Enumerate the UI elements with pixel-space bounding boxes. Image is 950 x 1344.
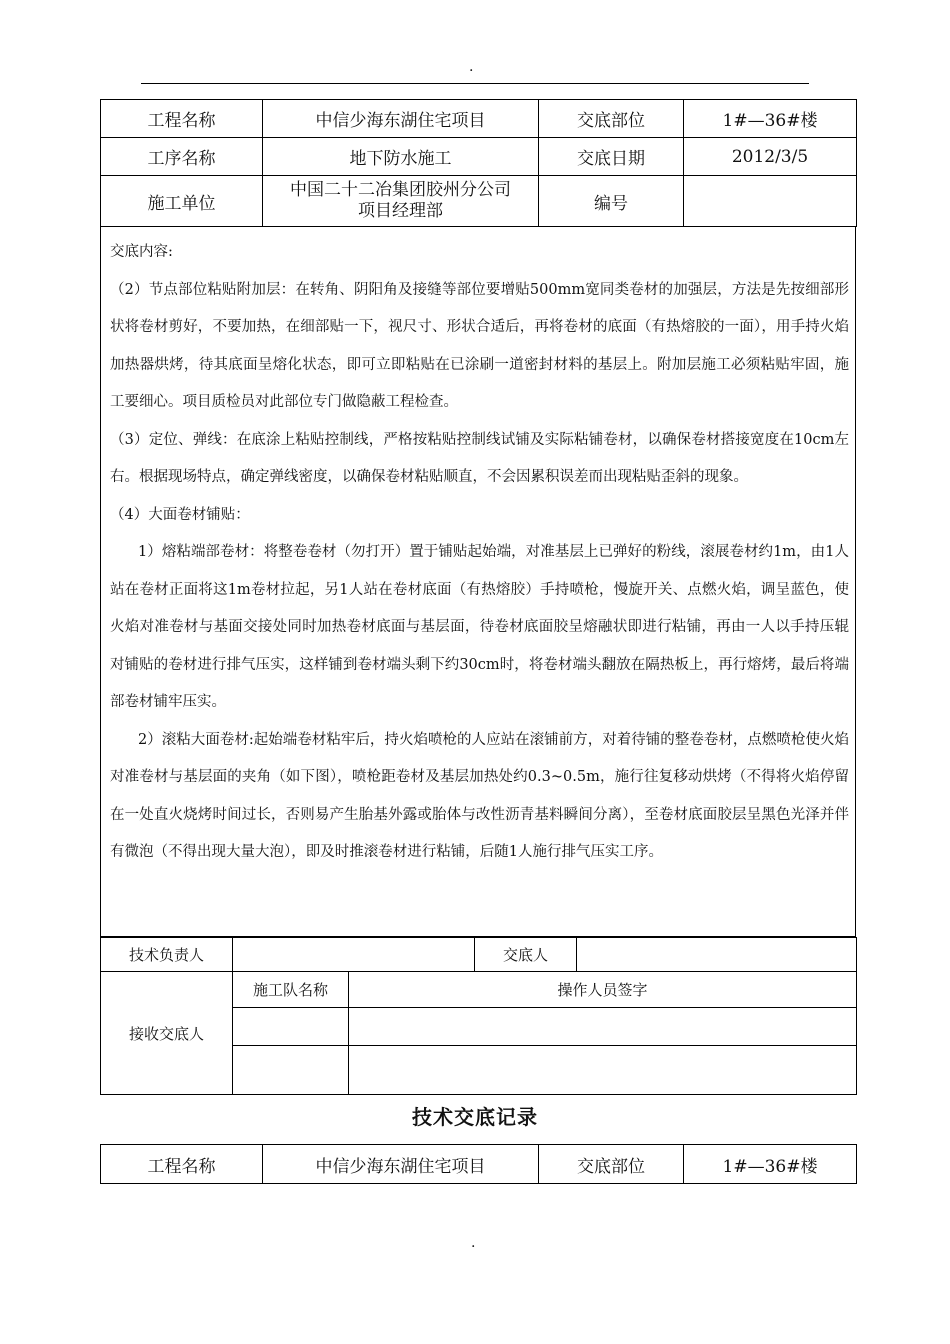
header-rule xyxy=(141,83,809,84)
location-label: 交底部位 xyxy=(539,100,684,138)
process-name-value: 地下防水施工 xyxy=(263,138,539,176)
next-page-info-table xyxy=(100,1144,857,1184)
unit-value-line1: 中国二十二冶集团胶州分公司 xyxy=(290,180,511,200)
team-name-cell xyxy=(233,1008,349,1046)
operator-sign-cell xyxy=(349,1046,857,1095)
content-paragraph: （3）定位、弹线：在底涂上粘贴控制线，严格按粘贴控制线试铺及实际粘铺卷材，以确保卷材搭接宽度在10cm左右。根据现场特点，确定弹线密度，以确保卷材粘贴顺直，不会因累积误差而出现粘贴歪斜的现象。 xyxy=(110,431,849,485)
unit-value xyxy=(263,176,539,227)
date-label: 交底日期 xyxy=(539,138,684,176)
receiver-label: 接收交底人 xyxy=(101,972,233,1095)
team-name-cell xyxy=(233,1046,349,1095)
project-info-table xyxy=(100,99,857,227)
discloser-label: 交底人 xyxy=(475,938,577,972)
process-name-label: 工序名称 xyxy=(101,138,263,176)
project-name-value: 中信少海东湖住宅项目 xyxy=(263,1145,539,1184)
location-label: 交底部位 xyxy=(539,1145,684,1184)
number-value xyxy=(684,176,857,227)
content-label: 交底内容: xyxy=(110,244,173,260)
content-paragraph: （2）节点部位粘贴附加层：在转角、阴阳角及接缝等部位要增贴500mm宽同类卷材的加强层，方法是先按细部形状将卷材剪好，不要加热，在细部贴一下，视尺寸、形状合适后，再将卷材的底面（有热熔胶的一面），用手持火焰加热器烘烤，待其底面呈熔化状态，即可立即粘贴在已涂刷一道密封材料的基层上。附加层施工必须粘贴牢固，施工要细心。项目质检员对此部位专门做隐蔽工程检查。 xyxy=(110,281,849,410)
tech-lead-value xyxy=(233,938,475,972)
disclosure-content xyxy=(100,226,856,937)
discloser-value xyxy=(577,938,857,972)
project-name-label: 工程名称 xyxy=(101,1145,263,1184)
unit-value-line2: 项目经理部 xyxy=(358,201,443,221)
content-paragraph: （4）大面卷材铺贴： xyxy=(110,506,250,523)
operator-sign-cell xyxy=(349,1008,857,1046)
operator-sign-label: 操作人员签字 xyxy=(349,972,857,1008)
tech-lead-label: 技术负责人 xyxy=(101,938,233,972)
date-value: 2012/3/5 xyxy=(684,138,857,176)
footer-dot: . xyxy=(471,1235,476,1251)
content-paragraph: 1）熔粘端部卷材：将整卷卷材（勿打开）置于铺贴起始端，对准基层上已弹好的粉线，滚展卷材约1m，由1人站在卷材正面将这1m卷材拉起，另1人站在卷材底面（有热熔胶）手持喷枪，慢旋开关、点燃火焰，调呈蓝色，使火焰对准卷材与基面交接处同时加热卷材底面与基层面，待卷材底面胶呈熔融状即进行粘铺，再由一人以手持压辊对铺贴的卷材进行排气压实，这样铺到卷材端头剩下约30cm时，将卷材端头翻放在隔热板上，再行熔烤，最后将端部卷材铺牢压实。 xyxy=(110,544,849,710)
signature-table xyxy=(100,937,857,1095)
number-label: 编号 xyxy=(539,176,684,227)
location-value: 1#—36#楼 xyxy=(684,100,857,138)
header-dot: . xyxy=(469,59,474,75)
project-name-value: 中信少海东湖住宅项目 xyxy=(263,100,539,138)
location-value: 1#—36#楼 xyxy=(684,1145,857,1184)
team-name-label: 施工队名称 xyxy=(233,972,349,1008)
content-paragraph: 2）滚粘大面卷材:起始端卷材粘牢后，持火焰喷枪的人应站在滚铺前方，对着待铺的整卷卷材，点燃喷枪使火焰对准卷材与基层面的夹角（如下图），喷枪距卷材及基层加热处约0.3~0.5m，施行往复移动烘烤（不得将火焰停留在一处直火烧烤时间过长，否则易产生胎基外露或胎体与改性沥青基料瞬间分离），至卷材底面胶层呈黑色光泽并伴有微泡（不得出现大量大泡），即及时推滚卷材进行粘铺，后随1人施行排气压实工序。 xyxy=(110,731,849,860)
unit-label: 施工单位 xyxy=(101,176,263,227)
next-page-title: 技术交底记录 xyxy=(412,1105,538,1129)
project-name-label: 工程名称 xyxy=(101,100,263,138)
